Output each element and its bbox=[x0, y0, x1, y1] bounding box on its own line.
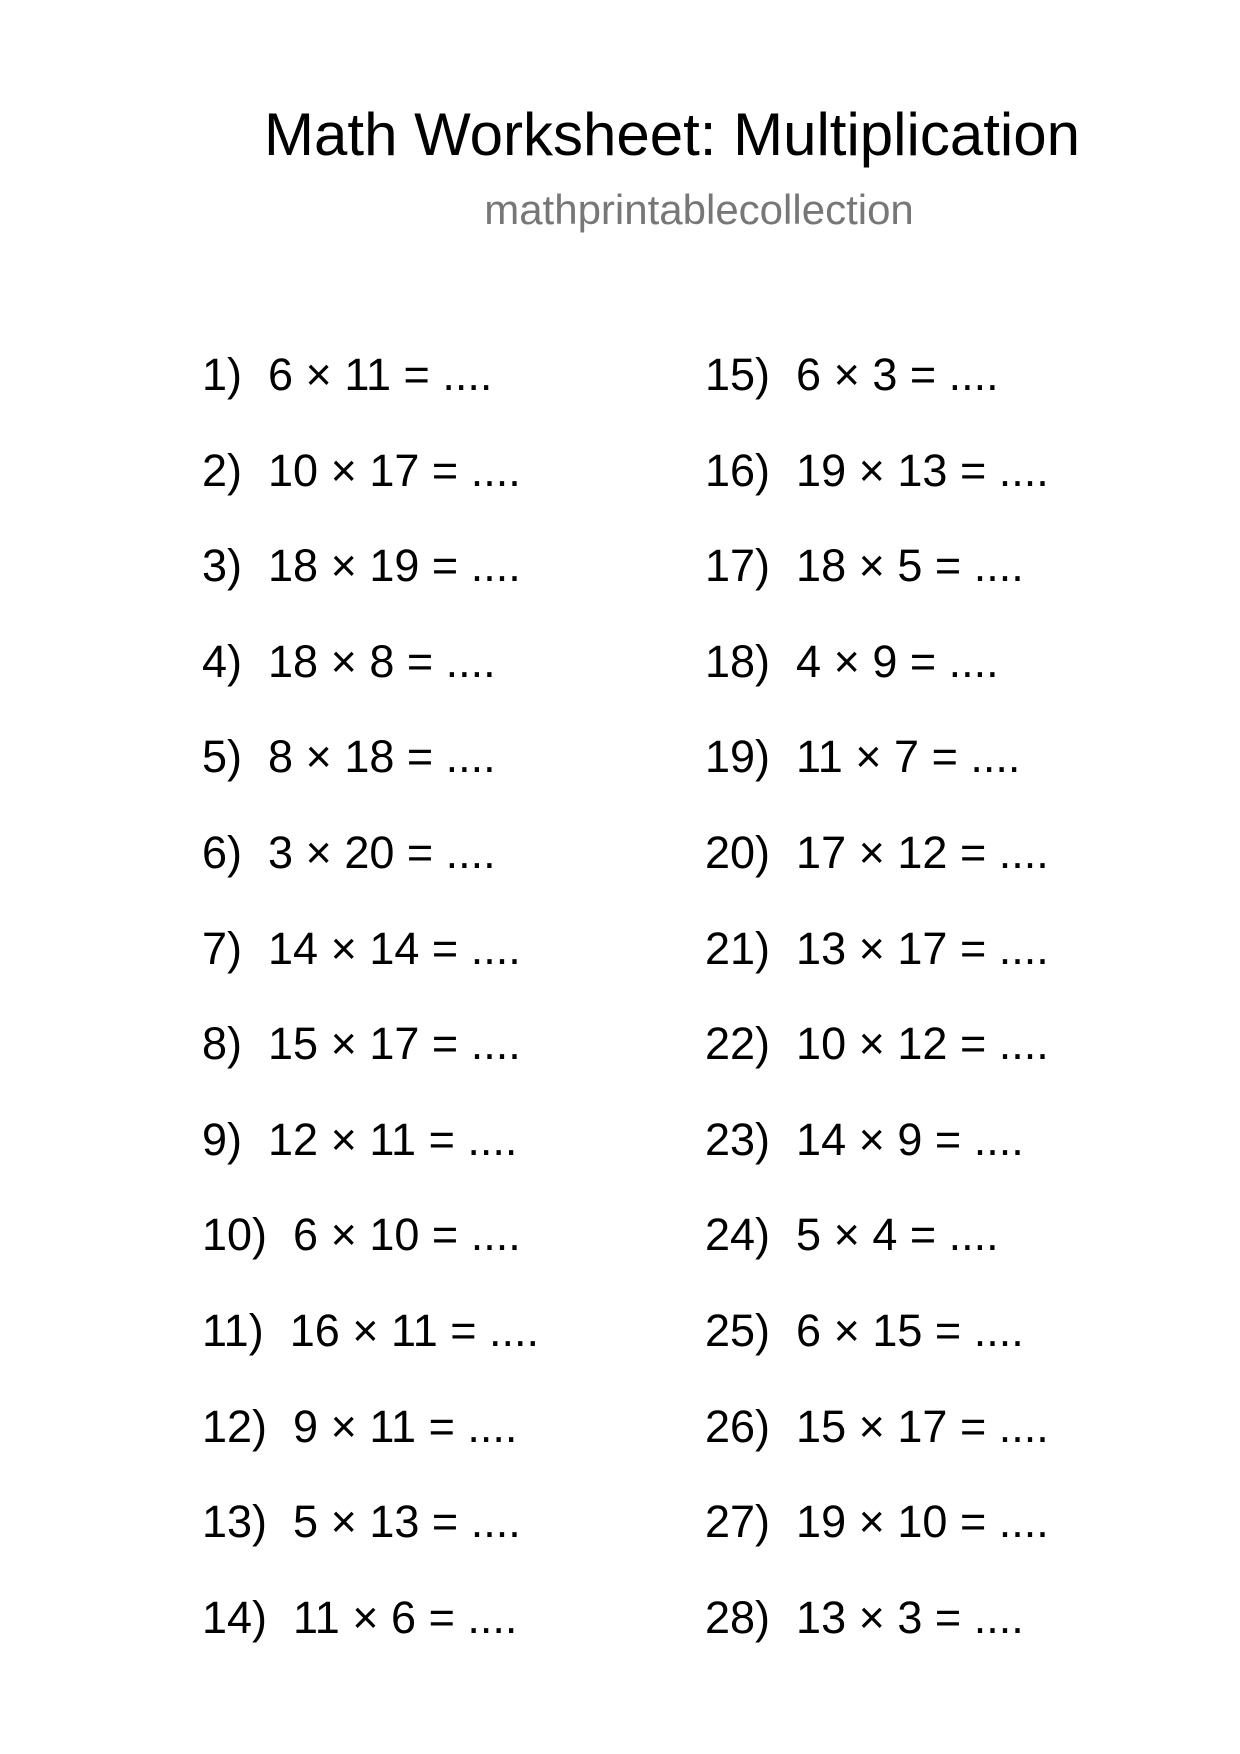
problem-item bbox=[202, 539, 539, 635]
page-subtitle: mathprintablecollection bbox=[484, 186, 914, 233]
problem-item bbox=[705, 922, 1049, 1018]
problem-item bbox=[202, 1208, 539, 1304]
problem-item bbox=[202, 922, 539, 1018]
problem-number: 13) bbox=[202, 1496, 268, 1548]
problem-item bbox=[705, 730, 1049, 826]
problem-number: 10) bbox=[202, 1209, 268, 1261]
problem-expression: 9 × 11 = .... bbox=[293, 1400, 518, 1452]
problem-number: 25) bbox=[705, 1304, 771, 1356]
problem-number: 1) bbox=[202, 349, 243, 400]
problem-number: 9) bbox=[202, 1113, 243, 1165]
problem-expression: 8 × 18 = .... bbox=[268, 731, 496, 783]
problem-expression: 4 × 9 = .... bbox=[796, 635, 999, 687]
problem-item bbox=[705, 1113, 1049, 1209]
problem-number: 14) bbox=[202, 1591, 268, 1643]
problem-expression: 18 × 5 = .... bbox=[796, 540, 1024, 592]
problem-expression: 6 × 3 = .... bbox=[796, 349, 999, 400]
problem-item bbox=[705, 539, 1049, 635]
problem-expression: 14 × 9 = .... bbox=[796, 1113, 1024, 1165]
problem-expression: 15 × 17 = .... bbox=[796, 1400, 1049, 1452]
problem-item bbox=[705, 1400, 1049, 1496]
problem-number: 2) bbox=[202, 444, 243, 496]
problem-number: 11) bbox=[202, 1304, 264, 1356]
problem-item bbox=[705, 635, 1049, 731]
problem-expression: 3 × 20 = .... bbox=[268, 826, 496, 878]
problem-item bbox=[705, 348, 1049, 444]
problem-expression: 18 × 8 = .... bbox=[268, 635, 496, 687]
problem-item bbox=[202, 826, 539, 922]
problem-number: 26) bbox=[705, 1400, 771, 1452]
problem-number: 27) bbox=[705, 1496, 771, 1548]
problem-number: 24) bbox=[705, 1209, 771, 1261]
problem-expression: 10 × 12 = .... bbox=[796, 1018, 1049, 1070]
problem-expression: 5 × 4 = .... bbox=[796, 1209, 999, 1261]
problem-number: 7) bbox=[202, 922, 243, 974]
problem-number: 12) bbox=[202, 1400, 268, 1452]
problems-column-right bbox=[705, 348, 1049, 1686]
problem-item bbox=[705, 1208, 1049, 1304]
problem-number: 3) bbox=[202, 540, 243, 592]
problem-number: 21) bbox=[705, 922, 771, 974]
problem-item bbox=[705, 444, 1049, 540]
problem-number: 22) bbox=[705, 1018, 771, 1070]
problem-expression: 11 × 7 = .... bbox=[796, 731, 1021, 783]
problem-item bbox=[705, 1017, 1049, 1113]
problem-expression: 11 × 6 = .... bbox=[293, 1591, 518, 1643]
problem-item bbox=[202, 1400, 539, 1496]
problem-number: 16) bbox=[705, 444, 771, 496]
problem-number: 5) bbox=[202, 731, 243, 783]
problem-expression: 19 × 10 = .... bbox=[796, 1496, 1049, 1548]
problem-number: 15) bbox=[705, 349, 771, 400]
problem-item bbox=[202, 348, 539, 444]
problem-expression: 18 × 19 = .... bbox=[268, 540, 521, 592]
problem-number: 8) bbox=[202, 1018, 243, 1070]
problem-item bbox=[202, 1304, 539, 1400]
problem-number: 18) bbox=[705, 635, 771, 687]
page-title: Math Worksheet: Multiplication bbox=[264, 101, 1080, 168]
problem-number: 17) bbox=[705, 540, 771, 592]
problem-number: 4) bbox=[202, 635, 243, 687]
problem-number: 20) bbox=[705, 826, 771, 878]
problem-number: 6) bbox=[202, 826, 243, 878]
problem-expression: 16 × 11 = .... bbox=[289, 1304, 540, 1356]
problem-expression: 12 × 11 = .... bbox=[268, 1113, 518, 1165]
problem-expression: 5 × 13 = .... bbox=[293, 1496, 521, 1548]
problem-expression: 10 × 17 = .... bbox=[268, 444, 521, 496]
problem-number: 19) bbox=[705, 731, 771, 783]
problem-item bbox=[705, 826, 1049, 922]
problem-expression: 13 × 17 = .... bbox=[796, 922, 1049, 974]
problem-item bbox=[705, 1304, 1049, 1400]
problem-item bbox=[202, 444, 539, 540]
problem-expression: 15 × 17 = .... bbox=[268, 1018, 521, 1070]
problem-item bbox=[202, 1017, 539, 1113]
problem-expression: 17 × 12 = .... bbox=[796, 826, 1049, 878]
problem-expression: 13 × 3 = .... bbox=[796, 1591, 1024, 1643]
problem-expression: 6 × 10 = .... bbox=[293, 1209, 521, 1261]
problem-item bbox=[202, 1113, 539, 1209]
problem-item bbox=[705, 1495, 1049, 1591]
problem-item bbox=[705, 1591, 1049, 1687]
problem-item bbox=[202, 1591, 539, 1687]
problem-number: 23) bbox=[705, 1113, 771, 1165]
problem-expression: 6 × 11 = .... bbox=[268, 349, 493, 400]
problem-expression: 6 × 15 = .... bbox=[796, 1304, 1024, 1356]
problem-item bbox=[202, 1495, 539, 1591]
problem-item bbox=[202, 730, 539, 826]
problems-column-left bbox=[202, 348, 539, 1686]
problem-expression: 19 × 13 = .... bbox=[796, 444, 1049, 496]
problem-item bbox=[202, 635, 539, 731]
problem-number: 28) bbox=[705, 1591, 771, 1643]
problem-expression: 14 × 14 = .... bbox=[268, 922, 521, 974]
